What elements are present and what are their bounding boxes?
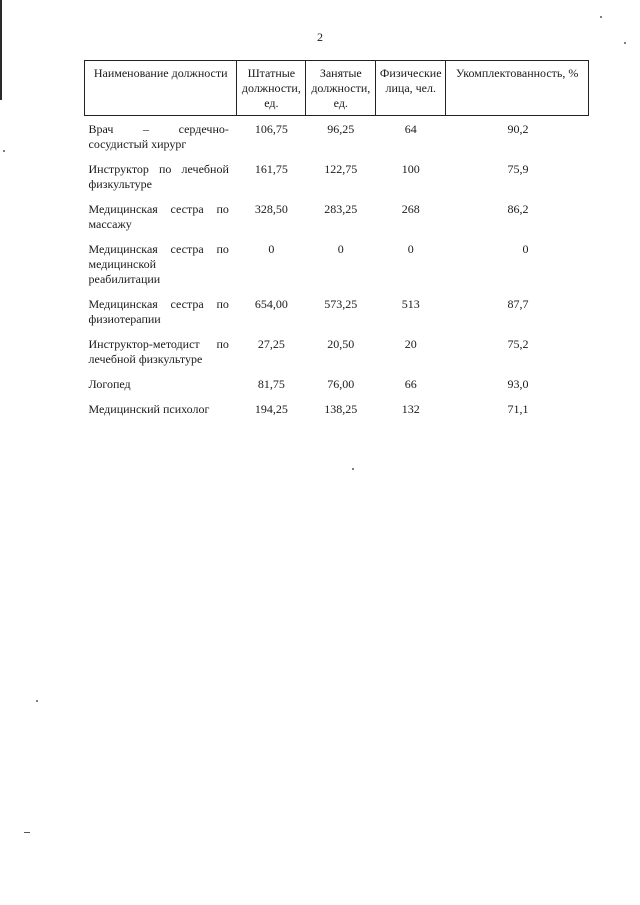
position-name: Медицинская сестра по медицинской реабилитации [88, 242, 229, 286]
page-number: 2 [317, 30, 323, 44]
physical-persons: 64 [404, 122, 417, 136]
staff-positions: 106,75 [254, 122, 288, 136]
table-row [85, 122, 589, 162]
physical-persons: 268 [401, 202, 420, 216]
table-row [85, 377, 589, 402]
position-name: Медицинская сестра по физиотерапии [88, 297, 229, 326]
table-row [85, 297, 589, 337]
staff-positions: 27,25 [257, 337, 285, 351]
scan-speck [3, 150, 5, 152]
staffing-percent: 90,2 [507, 122, 529, 136]
staffing-percent: 87,7 [507, 297, 529, 311]
header-staffing-percent: Укомплектованность, % [446, 61, 589, 116]
table-row [85, 162, 589, 202]
staffing-percent: 86,2 [507, 202, 529, 216]
position-name: Инструктор по лечебной физкультуре [88, 162, 229, 191]
table-row [85, 402, 589, 427]
position-name: Врач – сердечно-сосудистый хирург [88, 122, 229, 151]
occupied-positions: 76,00 [327, 377, 355, 391]
occupied-positions: 138,25 [324, 402, 358, 416]
staff-positions: 81,75 [257, 377, 285, 391]
staff-positions: 194,25 [254, 402, 288, 416]
staff-positions: 654,00 [254, 297, 288, 311]
header-staff-positions: Штатные должности, ед. [237, 61, 306, 116]
physical-persons: 100 [401, 162, 420, 176]
staff-positions: 328,50 [254, 202, 288, 216]
occupied-positions: 96,25 [327, 122, 355, 136]
physical-persons: 513 [401, 297, 420, 311]
header-physical-persons: Физические лица, чел. [376, 61, 446, 116]
physical-persons: 0 [407, 242, 414, 256]
table-header-row [85, 61, 589, 116]
position-name: Медицинская сестра по массажу [88, 202, 229, 231]
scan-speck [36, 700, 38, 702]
staffing-percent: 0 [522, 242, 529, 256]
scan-speck [352, 468, 354, 470]
scan-edge-line [0, 0, 2, 100]
physical-persons: 132 [401, 402, 420, 416]
occupied-positions: 0 [337, 242, 344, 256]
position-name: Инструктор-методист по лечебной физкультуре [88, 337, 229, 366]
occupied-positions: 122,75 [324, 162, 358, 176]
staffing-percent: 75,2 [507, 337, 529, 351]
staffing-table [84, 60, 589, 427]
table-row [85, 242, 589, 297]
physical-persons: 66 [404, 377, 417, 391]
table-row [85, 337, 589, 377]
occupied-positions: 20,50 [327, 337, 355, 351]
staff-positions: 0 [268, 242, 275, 256]
header-position-name: Наименование должности [85, 61, 237, 116]
position-name: Медицинский психолог [88, 402, 210, 416]
staffing-percent: 71,1 [507, 402, 529, 416]
staffing-percent: 75,9 [507, 162, 529, 176]
physical-persons: 20 [404, 337, 417, 351]
scan-speck [24, 832, 30, 833]
staffing-percent: 93,0 [507, 377, 529, 391]
occupied-positions: 283,25 [324, 202, 358, 216]
header-occupied-positions: Занятые должности, ед. [306, 61, 376, 116]
position-name: Логопед [88, 377, 131, 391]
staff-positions: 161,75 [254, 162, 288, 176]
table-row [85, 202, 589, 242]
scan-speck [600, 16, 602, 18]
occupied-positions: 573,25 [324, 297, 358, 311]
